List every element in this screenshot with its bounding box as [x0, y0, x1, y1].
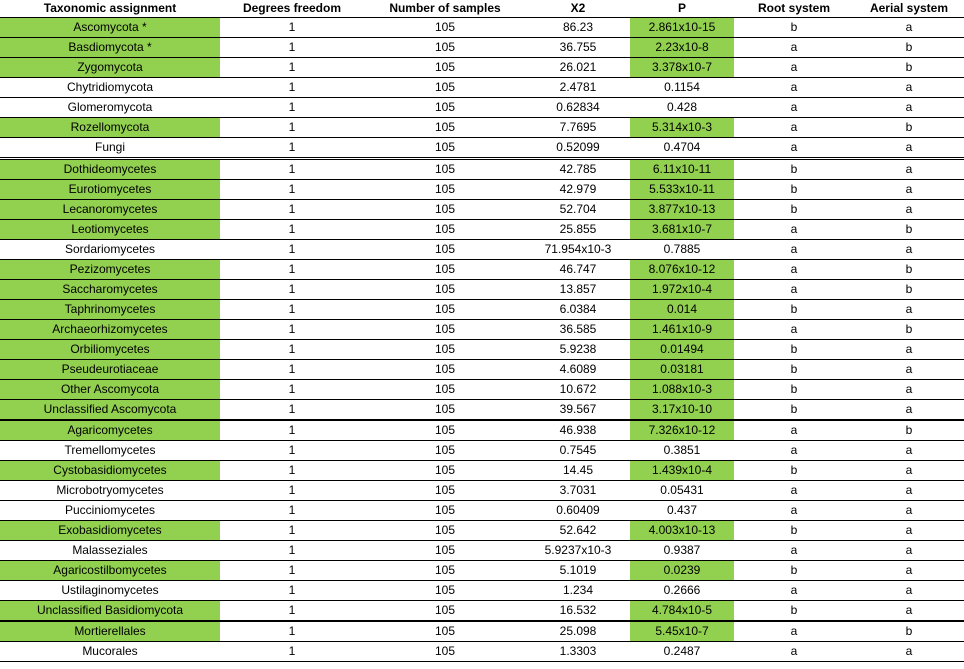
cell-root-system: a — [790, 222, 798, 236]
cell-degrees-freedom: 1 — [288, 40, 296, 54]
cell-root-system: a — [790, 503, 798, 517]
cell-x2: 86.23 — [562, 20, 594, 34]
cell-aerial-system: a — [905, 100, 913, 114]
cell-taxonomic-assignment: Tremellomycetes — [64, 443, 156, 457]
cell-taxonomic-assignment: Ustilaginomycetes — [61, 583, 159, 597]
cell-number-of-samples: 105 — [434, 282, 456, 296]
cell-root-system: b — [790, 162, 798, 176]
cell-p: 5.45x10-7 — [630, 621, 734, 642]
table-row — [0, 400, 964, 421]
cell-p: 0.1154 — [664, 80, 700, 94]
table-row — [0, 58, 964, 78]
cell-p: 3.17x10-10 — [630, 400, 734, 421]
table-body — [0, 18, 964, 662]
cell-taxonomic-assignment: Orbiliomycetes — [0, 340, 220, 360]
cell-degrees-freedom: 1 — [288, 583, 296, 597]
cell-x2: 13.857 — [559, 282, 597, 296]
cell-taxonomic-assignment: Basdiomycota * — [0, 38, 220, 58]
cell-x2: 46.747 — [559, 262, 597, 276]
cell-x2: 1.3303 — [559, 644, 597, 658]
cell-root-system: a — [790, 423, 798, 437]
cell-taxonomic-assignment: Exobasidiomycetes — [0, 521, 220, 541]
cell-root-system: b — [790, 362, 798, 376]
cell-aerial-system: b — [905, 222, 913, 236]
cell-p: 0.3851 — [663, 443, 701, 457]
cell-aerial-system: a — [905, 603, 913, 617]
cell-p: 5.533x10-11 — [630, 180, 734, 200]
cell-aerial-system: b — [905, 282, 913, 296]
cell-x2: 25.855 — [559, 222, 597, 236]
cell-number-of-samples: 105 — [434, 503, 456, 517]
cell-taxonomic-assignment: Sordariomycetes — [64, 242, 156, 256]
cell-x2: 4.6089 — [559, 362, 597, 376]
cell-root-system: a — [790, 242, 798, 256]
cell-taxonomic-assignment: Microbotryomycetes — [56, 483, 164, 497]
cell-degrees-freedom: 1 — [288, 402, 296, 416]
cell-p: 3.378x10-7 — [630, 58, 734, 78]
cell-aerial-system: a — [905, 242, 913, 256]
cell-root-system: a — [790, 443, 798, 457]
cell-number-of-samples: 105 — [434, 543, 456, 557]
cell-x2: 0.52099 — [556, 140, 600, 154]
cell-taxonomic-assignment: Mucorales — [82, 644, 138, 658]
cell-root-system: a — [790, 80, 798, 94]
cell-aerial-system: b — [905, 322, 913, 336]
cell-aerial-system: a — [905, 80, 913, 94]
cell-degrees-freedom: 1 — [288, 503, 296, 517]
cell-degrees-freedom: 1 — [288, 463, 296, 477]
table-row — [0, 138, 964, 159]
cell-taxonomic-assignment: Unclassified Basidiomycota — [0, 601, 220, 622]
cell-taxonomic-assignment: Eurotiomycetes — [0, 180, 220, 200]
cell-aerial-system: a — [905, 162, 913, 176]
table-row — [0, 501, 964, 521]
cell-degrees-freedom: 1 — [288, 80, 296, 94]
cell-taxonomic-assignment: Mortierellales — [0, 621, 220, 642]
cell-x2: 0.62834 — [556, 100, 600, 114]
cell-root-system: b — [790, 563, 798, 577]
table-row — [0, 220, 964, 240]
cell-p: 1.461x10-9 — [630, 320, 734, 340]
cell-x2: 3.7031 — [559, 483, 597, 497]
cell-number-of-samples: 105 — [434, 342, 456, 356]
cell-root-system: a — [790, 120, 798, 134]
cell-taxonomic-assignment: Glomeromycota — [67, 100, 153, 114]
cell-aerial-system: b — [905, 60, 913, 74]
cell-root-system: a — [790, 40, 798, 54]
cell-taxonomic-assignment: Archaeorhizomycetes — [0, 320, 220, 340]
cell-p: 0.7885 — [663, 242, 701, 256]
cell-degrees-freedom: 1 — [288, 20, 296, 34]
cell-x2: 7.7695 — [559, 120, 597, 134]
cell-x2: 25.098 — [559, 624, 597, 638]
cell-root-system: a — [790, 262, 798, 276]
cell-degrees-freedom: 1 — [288, 322, 296, 336]
cell-taxonomic-assignment: Other Ascomycota — [0, 380, 220, 400]
cell-degrees-freedom: 1 — [288, 282, 296, 296]
cell-root-system: b — [790, 20, 798, 34]
cell-number-of-samples: 105 — [434, 563, 456, 577]
cell-root-system: b — [790, 302, 798, 316]
table-row — [0, 18, 964, 38]
cell-degrees-freedom: 1 — [288, 382, 296, 396]
cell-degrees-freedom: 1 — [288, 603, 296, 617]
cell-p: 4.003x10-13 — [630, 521, 734, 541]
cell-x2: 42.785 — [559, 162, 597, 176]
cell-number-of-samples: 105 — [434, 60, 456, 74]
cell-number-of-samples: 105 — [434, 644, 456, 658]
header-root-system: Root system — [734, 0, 854, 18]
cell-root-system: a — [790, 644, 798, 658]
cell-taxonomic-assignment: Ascomycota * — [0, 18, 220, 38]
cell-x2: 52.704 — [559, 202, 597, 216]
table-row — [0, 621, 964, 642]
cell-taxonomic-assignment: Pezizomycetes — [0, 260, 220, 280]
cell-p: 8.076x10-12 — [630, 260, 734, 280]
cell-number-of-samples: 105 — [434, 583, 456, 597]
cell-number-of-samples: 105 — [434, 523, 456, 537]
cell-aerial-system: a — [905, 202, 913, 216]
cell-degrees-freedom: 1 — [288, 423, 296, 437]
cell-number-of-samples: 105 — [434, 80, 456, 94]
header-x2: X2 — [526, 0, 630, 18]
cell-degrees-freedom: 1 — [288, 563, 296, 577]
table-row — [0, 240, 964, 260]
header-aerial-system: Aerial system — [854, 0, 964, 18]
cell-degrees-freedom: 1 — [288, 644, 296, 658]
cell-p: 0.05431 — [660, 483, 704, 497]
cell-aerial-system: a — [905, 302, 913, 316]
cell-p: 0.4704 — [663, 140, 701, 154]
cell-aerial-system: a — [905, 503, 913, 517]
table-row — [0, 521, 964, 541]
header-number-of-samples: Number of samples — [364, 0, 526, 18]
cell-p: 0.2487 — [663, 644, 701, 658]
table-row — [0, 320, 964, 340]
table-row — [0, 260, 964, 280]
table-row — [0, 360, 964, 380]
cell-x2: 5.9237x10-3 — [544, 543, 612, 557]
table-row — [0, 541, 964, 561]
cell-root-system: a — [790, 543, 798, 557]
cell-number-of-samples: 105 — [434, 382, 456, 396]
cell-aerial-system: a — [905, 483, 913, 497]
cell-aerial-system: b — [905, 120, 913, 134]
cell-degrees-freedom: 1 — [288, 362, 296, 376]
cell-root-system: a — [790, 282, 798, 296]
cell-p: 3.681x10-7 — [630, 220, 734, 240]
cell-aerial-system: b — [905, 40, 913, 54]
cell-p: 1.972x10-4 — [630, 280, 734, 300]
cell-taxonomic-assignment: Agaricostilbomycetes — [0, 561, 220, 581]
table-row — [0, 159, 964, 180]
cell-number-of-samples: 105 — [434, 463, 456, 477]
cell-number-of-samples: 105 — [434, 222, 456, 236]
table-row — [0, 98, 964, 118]
cell-p: 0.428 — [666, 100, 698, 114]
cell-aerial-system: a — [905, 563, 913, 577]
cell-number-of-samples: 105 — [434, 140, 456, 154]
cell-degrees-freedom: 1 — [288, 262, 296, 276]
cell-aerial-system: a — [905, 583, 913, 597]
cell-taxonomic-assignment: Pseudeurotiaceae — [0, 360, 220, 380]
cell-x2: 39.567 — [559, 402, 597, 416]
cell-taxonomic-assignment: Rozellomycota — [0, 118, 220, 138]
table-row — [0, 461, 964, 481]
cell-root-system: a — [790, 60, 798, 74]
cell-p: 1.439x10-4 — [630, 461, 734, 481]
table-row — [0, 38, 964, 58]
cell-root-system: b — [790, 382, 798, 396]
cell-p: 0.437 — [666, 503, 698, 517]
cell-root-system: b — [790, 463, 798, 477]
cell-root-system: b — [790, 182, 798, 196]
cell-number-of-samples: 105 — [434, 603, 456, 617]
cell-p: 0.01494 — [630, 340, 734, 360]
cell-x2: 71.954x10-3 — [544, 242, 612, 256]
cell-degrees-freedom: 1 — [288, 182, 296, 196]
cell-x2: 36.755 — [559, 40, 597, 54]
cell-taxonomic-assignment: Leotiomycetes — [0, 220, 220, 240]
cell-number-of-samples: 105 — [434, 182, 456, 196]
cell-taxonomic-assignment: Dothideomycetes — [0, 159, 220, 180]
cell-taxonomic-assignment: Malasseziales — [72, 543, 148, 557]
cell-p: 4.784x10-5 — [630, 601, 734, 622]
cell-x2: 52.642 — [559, 523, 597, 537]
cell-number-of-samples: 105 — [434, 322, 456, 336]
cell-x2: 0.60409 — [556, 503, 600, 517]
cell-x2: 26.021 — [559, 60, 597, 74]
cell-p: 0.9387 — [663, 543, 701, 557]
cell-x2: 42.979 — [559, 182, 597, 196]
cell-p: 0.0239 — [630, 561, 734, 581]
cell-degrees-freedom: 1 — [288, 543, 296, 557]
cell-p: 6.11x10-11 — [630, 159, 734, 180]
cell-aerial-system: a — [905, 402, 913, 416]
cell-number-of-samples: 105 — [434, 40, 456, 54]
cell-number-of-samples: 105 — [434, 624, 456, 638]
cell-aerial-system: a — [905, 140, 913, 154]
cell-aerial-system: a — [905, 382, 913, 396]
cell-root-system: a — [790, 624, 798, 638]
cell-aerial-system: a — [905, 182, 913, 196]
cell-degrees-freedom: 1 — [288, 302, 296, 316]
cell-x2: 1.234 — [562, 583, 594, 597]
cell-degrees-freedom: 1 — [288, 443, 296, 457]
table-row — [0, 581, 964, 601]
cell-degrees-freedom: 1 — [288, 202, 296, 216]
cell-x2: 16.532 — [559, 603, 597, 617]
header-degrees-freedom: Degrees freedom — [220, 0, 364, 18]
cell-x2: 5.1019 — [559, 563, 597, 577]
cell-number-of-samples: 105 — [434, 262, 456, 276]
cell-aerial-system: b — [905, 262, 913, 276]
cell-number-of-samples: 105 — [434, 423, 456, 437]
cell-p: 7.326x10-12 — [630, 420, 734, 441]
cell-aerial-system: b — [905, 423, 913, 437]
cell-p: 1.088x10-3 — [630, 380, 734, 400]
cell-aerial-system: a — [905, 644, 913, 658]
cell-degrees-freedom: 1 — [288, 342, 296, 356]
cell-taxonomic-assignment: Chytridiomycota — [66, 80, 154, 94]
cell-degrees-freedom: 1 — [288, 222, 296, 236]
cell-aerial-system: a — [905, 463, 913, 477]
cell-x2: 14.45 — [562, 463, 594, 477]
cell-p: 2.23x10-8 — [630, 38, 734, 58]
table-row — [0, 280, 964, 300]
table-row — [0, 601, 964, 622]
cell-number-of-samples: 105 — [434, 100, 456, 114]
cell-aerial-system: a — [905, 342, 913, 356]
cell-taxonomic-assignment: Pucciniomycetes — [64, 503, 156, 517]
cell-aerial-system: a — [905, 443, 913, 457]
cell-degrees-freedom: 1 — [288, 483, 296, 497]
header-p: P — [630, 0, 734, 18]
table-row — [0, 642, 964, 662]
cell-x2: 5.9238 — [559, 342, 597, 356]
table-row — [0, 561, 964, 581]
cell-taxonomic-assignment: Taphrinomycetes — [0, 300, 220, 320]
cell-root-system: a — [790, 583, 798, 597]
table-row — [0, 420, 964, 441]
cell-x2: 46.938 — [559, 423, 597, 437]
cell-number-of-samples: 105 — [434, 162, 456, 176]
cell-taxonomic-assignment: Saccharomycetes — [0, 280, 220, 300]
cell-aerial-system: a — [905, 523, 913, 537]
cell-taxonomic-assignment: Fungi — [94, 140, 126, 154]
cell-root-system: a — [790, 322, 798, 336]
cell-root-system: a — [790, 140, 798, 154]
cell-degrees-freedom: 1 — [288, 140, 296, 154]
cell-x2: 36.585 — [559, 322, 597, 336]
table-row — [0, 78, 964, 98]
header-row — [0, 0, 964, 18]
table-row — [0, 300, 964, 320]
cell-aerial-system: b — [905, 624, 913, 638]
table-row — [0, 200, 964, 220]
cell-taxonomic-assignment: Zygomycota — [0, 58, 220, 78]
cell-p: 5.314x10-3 — [630, 118, 734, 138]
cell-number-of-samples: 105 — [434, 20, 456, 34]
table-row — [0, 180, 964, 200]
cell-number-of-samples: 105 — [434, 402, 456, 416]
cell-degrees-freedom: 1 — [288, 523, 296, 537]
table-row — [0, 380, 964, 400]
cell-degrees-freedom: 1 — [288, 100, 296, 114]
cell-root-system: a — [790, 100, 798, 114]
cell-x2: 0.7545 — [559, 443, 597, 457]
cell-number-of-samples: 105 — [434, 202, 456, 216]
cell-p: 0.014 — [630, 300, 734, 320]
cell-root-system: b — [790, 523, 798, 537]
cell-p: 0.03181 — [630, 360, 734, 380]
cell-number-of-samples: 105 — [434, 242, 456, 256]
cell-x2: 2.4781 — [559, 80, 597, 94]
cell-number-of-samples: 105 — [434, 443, 456, 457]
cell-aerial-system: a — [905, 543, 913, 557]
table-row — [0, 118, 964, 138]
table-row — [0, 340, 964, 360]
cell-aerial-system: a — [905, 362, 913, 376]
cell-root-system: b — [790, 603, 798, 617]
cell-number-of-samples: 105 — [434, 302, 456, 316]
cell-root-system: a — [790, 483, 798, 497]
cell-p: 2.861x10-15 — [630, 18, 734, 38]
cell-degrees-freedom: 1 — [288, 60, 296, 74]
cell-root-system: b — [790, 402, 798, 416]
table-row — [0, 481, 964, 501]
cell-p: 3.877x10-13 — [630, 200, 734, 220]
cell-taxonomic-assignment: Lecanoromycetes — [0, 200, 220, 220]
cell-number-of-samples: 105 — [434, 483, 456, 497]
cell-number-of-samples: 105 — [434, 362, 456, 376]
cell-aerial-system: a — [905, 20, 913, 34]
cell-x2: 10.672 — [559, 382, 597, 396]
cell-number-of-samples: 105 — [434, 120, 456, 134]
cell-degrees-freedom: 1 — [288, 242, 296, 256]
table-row — [0, 441, 964, 461]
cell-x2: 6.0384 — [559, 302, 597, 316]
cell-degrees-freedom: 1 — [288, 120, 296, 134]
cell-root-system: b — [790, 202, 798, 216]
cell-root-system: b — [790, 342, 798, 356]
header-taxonomic-assignment: Taxonomic assignment — [0, 0, 220, 18]
cell-p: 0.2666 — [663, 583, 701, 597]
cell-degrees-freedom: 1 — [288, 162, 296, 176]
cell-taxonomic-assignment: Unclassified Ascomycota — [0, 400, 220, 421]
cell-taxonomic-assignment: Cystobasidiomycetes — [0, 461, 220, 481]
cell-degrees-freedom: 1 — [288, 624, 296, 638]
cell-taxonomic-assignment: Agaricomycetes — [0, 420, 220, 441]
